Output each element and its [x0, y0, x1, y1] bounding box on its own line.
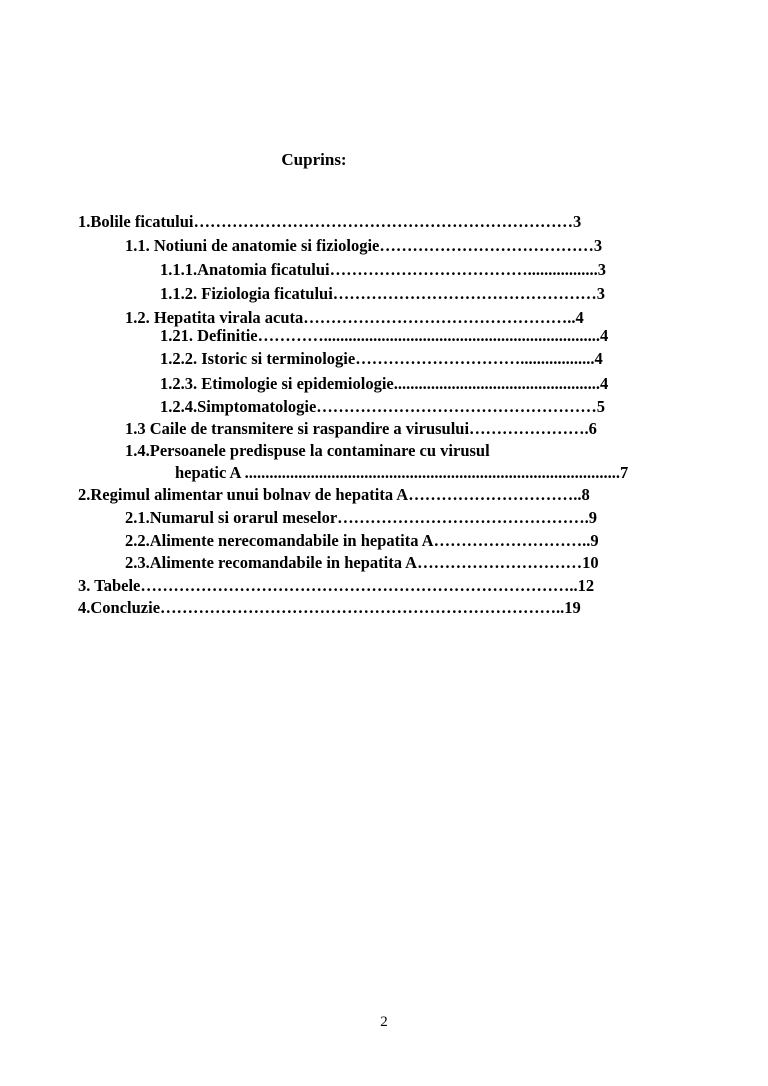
- page-title: Cuprins:: [281, 150, 347, 169]
- toc-entry[interactable]: 1.2.4.Simptomatologie……………………………………………5: [160, 397, 606, 416]
- toc-entry[interactable]: hepatic A ...........................................................................................7: [175, 463, 629, 482]
- toc-entry[interactable]: 1.1.2. Fiziologia ficatului…………………………………………3: [160, 284, 606, 303]
- toc-entry[interactable]: 1.Bolile ficatului……………………………………………………………3: [78, 212, 582, 231]
- toc-entry[interactable]: 1.4.Persoanele predispuse la contaminare cu virusul: [125, 441, 490, 460]
- toc-entry[interactable]: 2.3.Alimente recomandabile in hepatita A…………………………10: [125, 553, 599, 572]
- toc-entry[interactable]: 1.2.3. Etimologie si epidemiologie..................................................4: [160, 374, 609, 393]
- toc-entry[interactable]: 1.1. Notiuni de anatomie si fiziologie…………………………………3: [125, 236, 603, 255]
- toc-entry[interactable]: 4.Concluzie………………………………………………………………..19: [78, 598, 581, 617]
- toc-entry[interactable]: 1.1.1.Anatomia ficatului……………………………….................3: [160, 260, 606, 279]
- toc-entry[interactable]: 3. Tabele……………………………………………………………………..12: [78, 576, 595, 595]
- toc-entry[interactable]: 1.2.2. Istoric si terminologie…………………………..................4: [160, 349, 603, 368]
- toc-entry[interactable]: 2.Regimul alimentar unui bolnav de hepatita A…………………………..8: [78, 485, 590, 504]
- page-number: 2: [380, 1014, 388, 1030]
- toc-entry[interactable]: 2.2.Alimente nerecomandabile in hepatita A………………………..9: [125, 531, 599, 550]
- toc-entry[interactable]: 2.1.Numarul si orarul meselor……………………………………….9: [125, 508, 598, 527]
- toc-entry[interactable]: 1.2. Hepatita virala acuta…………………………………………..4: [125, 308, 584, 327]
- toc-entry[interactable]: 1.3 Caile de transmitere si raspandire a virusului………………….6: [125, 419, 597, 438]
- toc-entry[interactable]: 1.21. Definitie…………...................................................................4: [160, 326, 609, 345]
